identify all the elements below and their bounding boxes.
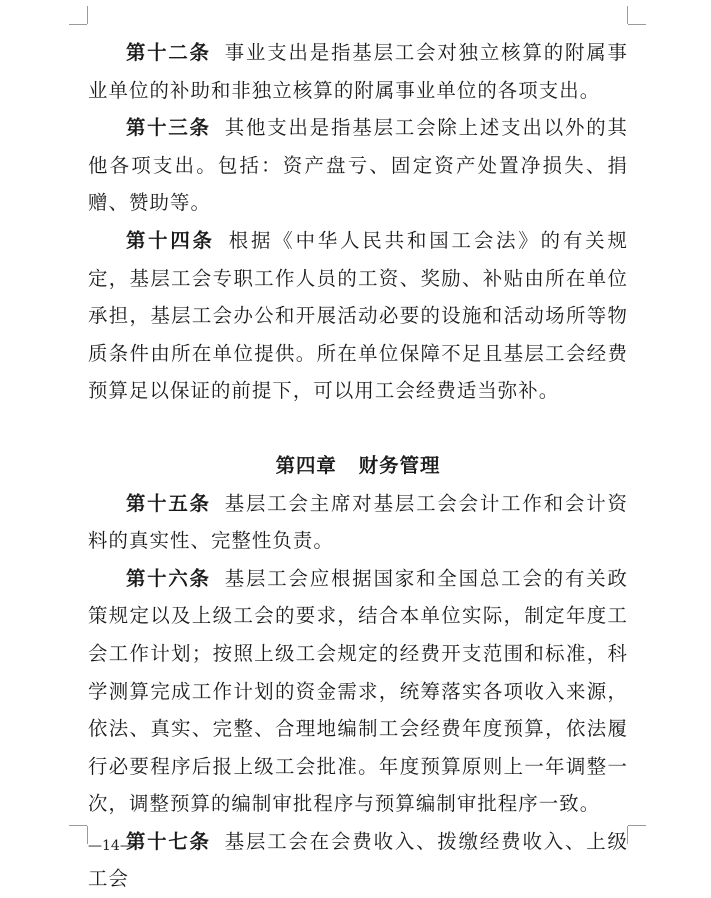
article-17 [88, 823, 628, 898]
article-15 [88, 485, 628, 560]
crop-mark-bottom-right-h [628, 825, 646, 826]
article-label: 第十七条 [126, 829, 211, 853]
article-12 [88, 34, 628, 109]
article-label: 第十二条 [126, 41, 211, 64]
article-16 [88, 560, 628, 823]
crop-mark-top-left-v [87, 6, 88, 24]
page-number: —14— [88, 838, 134, 854]
crop-mark-bottom-left-h [69, 825, 87, 826]
article-text: 事业支出是指基层工会对独立核算的附属事业单位的补助和非独立核算的附属事业单位的各项支出。 [88, 41, 629, 102]
article-text: 基层工会应根据国家和全国总工会的有关政策规定以及上级工会的要求，结合本单位实际，制定年度工会工作计划；按照上级工会规定的经费开支范围和标准，科学测算完成工作计划的资金需求，统筹落实各项收入来源，依法、真实、完整、合理地编制工会经费年度预算，依法履行必要程序后报上级工会批准。年度预算原则上一年调整一次，调整预算的编制审批程序与预算编制审批程序一致。 [88, 566, 629, 816]
chapter-number: 第四章 [275, 453, 337, 477]
article-13 [88, 109, 628, 222]
chapter-title: 财务管理 [358, 453, 441, 477]
article-text: 基层工会主席对基层工会会计工作和会计资料的真实性、完整性负责。 [88, 491, 629, 553]
article-text: 基层工会在会费收入、拨缴经费收入、上级工会 [88, 829, 629, 891]
article-text: 根据《中华人民共和国工会法》的有关规定，基层工会专职工作人员的工资、奖励、补贴由所在单位承担，基层工会办公和开展活动必要的设施和活动场所等物质条件由所在单位提供。所在单位保障不足且基层工会经费预算足以保证的前提下，可以用工会经费适当弥补。 [88, 228, 628, 403]
chapter-heading [88, 447, 628, 485]
crop-mark-top-right-h [628, 24, 646, 25]
document-body [88, 34, 628, 898]
crop-mark-top-right-v [627, 6, 628, 24]
article-label: 第十四条 [126, 228, 215, 252]
article-14 [88, 222, 628, 410]
chapter-spacer [88, 410, 628, 447]
crop-mark-top-left-h [69, 24, 87, 25]
article-label: 第十三条 [126, 116, 211, 140]
article-label: 第十六条 [126, 566, 211, 590]
article-label: 第十五条 [126, 491, 211, 515]
article-text: 其他支出是指基层工会除上述支出以外的其他各项支出。包括：资产盘亏、固定资产处置净损失、捐赠、赞助等。 [88, 116, 629, 215]
